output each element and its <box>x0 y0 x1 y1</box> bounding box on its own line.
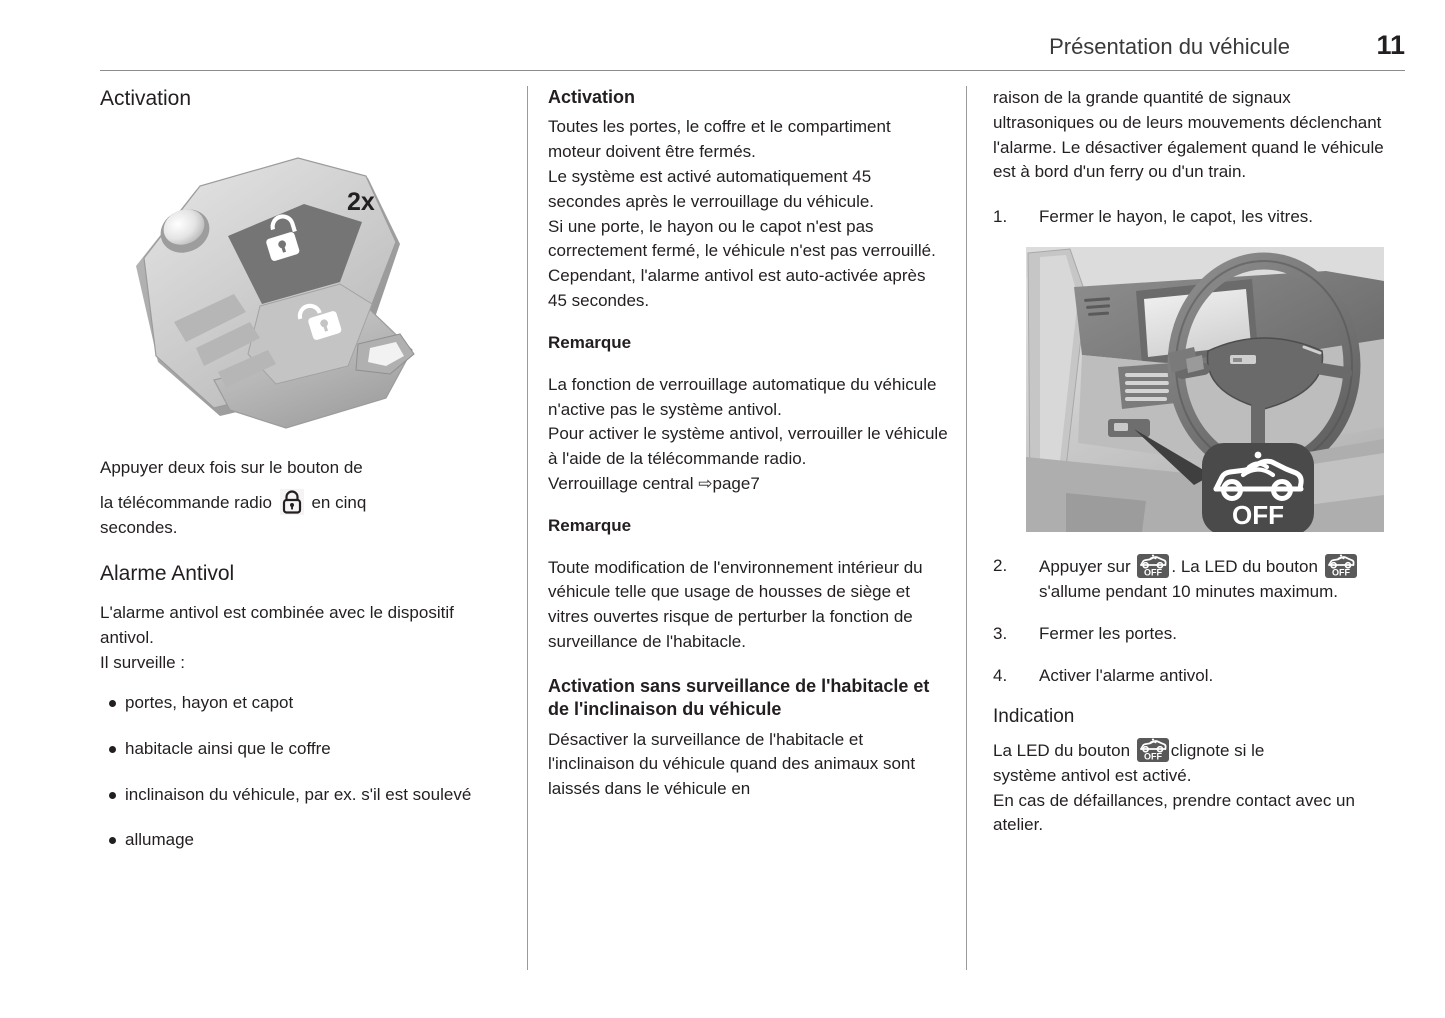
cross-reference-target[interactable]: page7 <box>712 473 760 493</box>
activation-para-2: Le système est activé automatiquement 45 secondes après le verrouillage du véhicule. <box>548 167 875 211</box>
alarme-antivol-heading: Alarme Antivol <box>100 561 235 585</box>
list-item: habitacle ainsi que le coffre <box>100 737 500 762</box>
column-divider-1 <box>527 86 528 970</box>
dashboard-interior-figure <box>1026 247 1384 532</box>
list-item: portes, hayon et capot <box>100 691 500 716</box>
indication-line-2: système antivol est activé. <box>993 765 1192 785</box>
activation-caption-line3: secondes. <box>100 517 178 537</box>
remarque-text-1: La fonction de verrouillage automatique du véhicule n'active pas le système antivol. <box>548 374 937 419</box>
activation-para-3: Si une porte, le hayon ou le capot n'est pas correctement fermé, le véhicule n'est pas verrouillé. Cependant, l'alarme antivol est auto-activée après 45 secondes. <box>548 216 936 311</box>
alarm-monitored-list <box>100 691 500 853</box>
activation-para-5: Désactiver la surveillance de l'habitacle et l'inclinaison du véhicule quand des animaux sont laissés dans le véhicule en <box>548 729 916 799</box>
step-text: Fermer le hayon, le capot, les vitres. <box>1039 207 1314 227</box>
remarque-label-1: Remarque <box>548 332 632 352</box>
svg-text:OFF: OFF <box>1143 751 1162 762</box>
activation-para-4: Pour activer le système antivol, verrouiller le véhicule à l'aide de la télécommande radio. <box>548 424 948 469</box>
continued-paragraph: raison de la grande quantité de signaux ultrasoniques ou de leurs mouvements déclenchant l'alarme. Le désactiver également quand le véhicule est à bord d'un ferry ou d'un train. <box>993 88 1384 182</box>
step-number: 3. <box>993 623 1008 643</box>
activation-steps-list-continued <box>993 554 1393 688</box>
list-item <box>993 554 1393 605</box>
key-fob-illustration <box>100 126 500 456</box>
off-badge-label: OFF <box>1232 500 1284 531</box>
indication-line-3: En cas de défaillances, prendre contact avec un atelier. <box>993 790 1355 835</box>
column-one <box>100 86 500 874</box>
step-number: 4. <box>993 665 1008 685</box>
lock-closed-icon <box>280 489 304 515</box>
step-text-mid: . La LED du bouton <box>1171 557 1318 577</box>
svg-text:OFF: OFF <box>1144 567 1163 578</box>
page-header <box>100 30 1405 74</box>
indication-heading: Indication <box>993 706 1075 728</box>
alarm-intro-paragraph: L'alarme antivol est combinée avec le dispositif antivol. <box>100 602 454 647</box>
alarm-monitors-lead: Il surveille : <box>100 652 186 672</box>
caption-text-before-icon: la télécommande radio <box>100 493 272 513</box>
caption-text-after-icon: en cinq <box>311 493 367 513</box>
activation-steps-list <box>993 205 1393 230</box>
step-text: Fermer les portes. <box>1039 623 1177 643</box>
svg-text:OFF: OFF <box>1331 567 1350 578</box>
step-number: 1. <box>993 207 1008 227</box>
list-item: allumage <box>100 828 500 853</box>
column-three <box>993 86 1393 838</box>
step-number: 2. <box>993 556 1008 576</box>
step-text-before: Appuyer sur <box>1039 557 1131 577</box>
column-divider-2 <box>966 86 967 970</box>
dashboard-interior-illustration <box>1026 247 1384 532</box>
cross-reference-label: Verrouillage central <box>548 473 694 493</box>
column-two <box>548 86 948 802</box>
list-item <box>993 664 1393 689</box>
list-item <box>993 622 1393 647</box>
remarque-label-2: Remarque <box>548 515 632 535</box>
step-text-after: s'allume pendant 10 minutes maximum. <box>1039 581 1338 601</box>
list-item <box>993 205 1393 230</box>
cross-reference[interactable] <box>548 472 948 497</box>
header-divider-rule <box>100 70 1405 71</box>
indication-text-before: La LED du bouton <box>993 741 1131 760</box>
indication-text-after: clignote si le <box>1170 741 1265 760</box>
remarque-text-2: Toute modification de l'environnement intérieur du véhicule telle que usage de housses de siège et vitres ouvertes risque de perturber la fonction de surveillance de l'habitacle. <box>548 557 923 652</box>
step-text: Activer l'alarme antivol. <box>1039 665 1214 685</box>
alarm-off-icon <box>1137 554 1169 578</box>
page-number: 11 <box>1376 30 1405 60</box>
activation-para-1: Toutes les portes, le coffre et le compartiment moteur doivent être fermés. <box>548 117 891 162</box>
activation-caption-line2 <box>100 489 500 516</box>
activation-heading-col1: Activation <box>100 87 192 110</box>
indication-line-1 <box>993 738 1393 764</box>
alarm-off-icon <box>1325 554 1357 578</box>
list-item: inclinaison du véhicule, par ex. s'il est soulevé <box>100 783 500 808</box>
activation-sans-surveillance-heading: Activation sans surveillance de l'habitacle et de l'inclinaison du véhicule <box>548 675 930 720</box>
cross-reference-arrow-icon: ⇨ <box>698 473 713 493</box>
activation-caption-line1: Appuyer deux fois sur le bouton de <box>100 458 363 478</box>
press-twice-label: 2x <box>347 188 375 217</box>
page-title: Présentation du véhicule <box>1049 34 1290 59</box>
activation-heading-col2: Activation <box>548 87 636 107</box>
alarm-off-icon <box>1137 738 1169 762</box>
key-fob-figure <box>100 126 500 456</box>
